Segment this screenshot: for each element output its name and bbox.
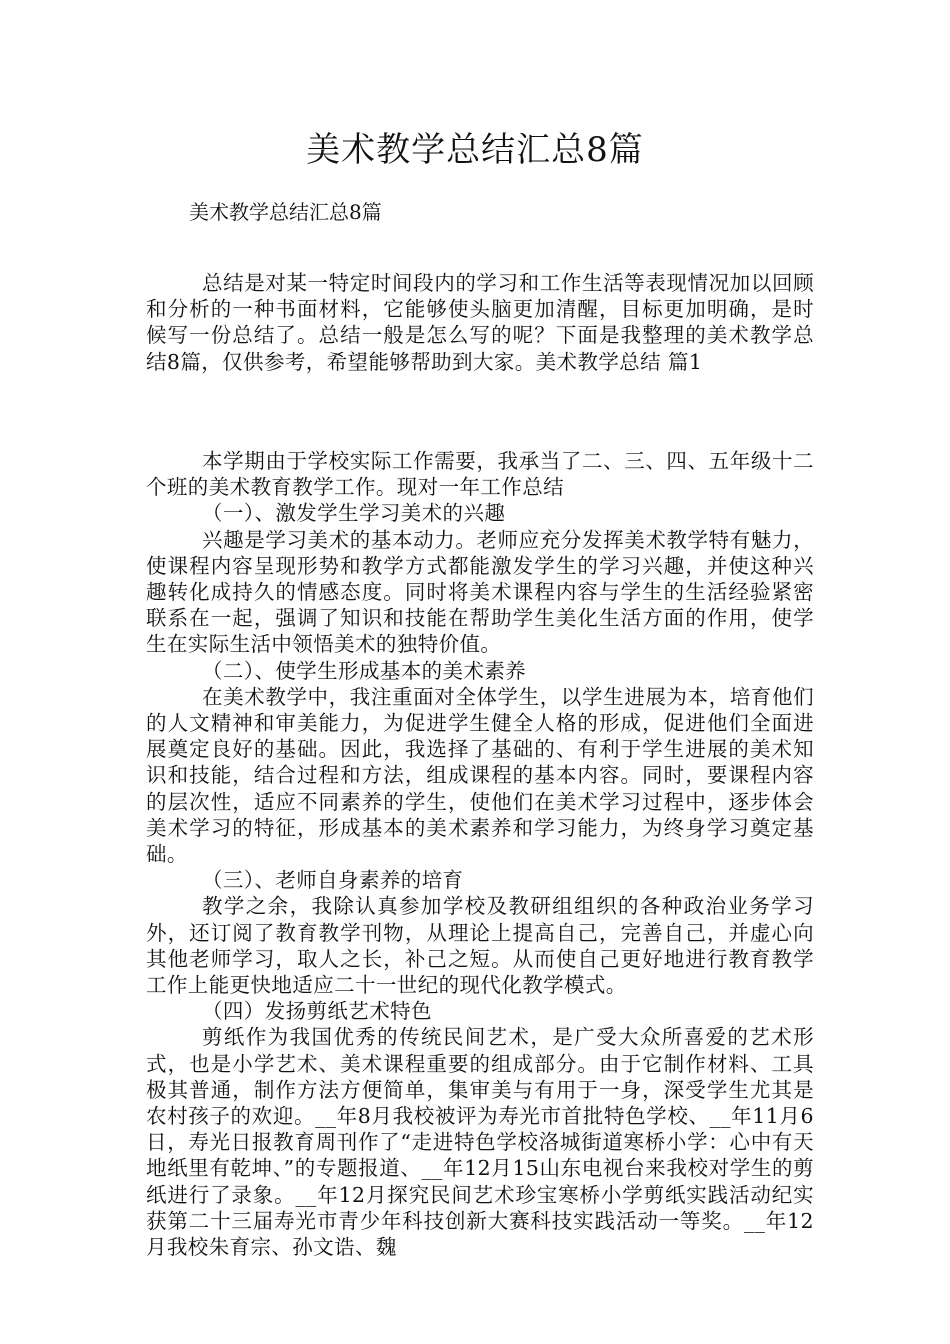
intro-paragraph: 总结是对某一特定时间段内的学习和工作生活等表现情况加以回顾和分析的一种书面材料，它能够使头脑更加清醒，目标更加明确，是时候写一份总结了。总结一般是怎么写的呢？下面是我整理的美术教学总结8篇，仅供参考，希望能够帮助到大家。美术教学总结 篇1 bbox=[146, 271, 814, 374]
section-paragraph-1: 兴趣是学习美术的基本动力。老师应充分发挥美术教学特有魅力，使课程内容呈现形势和教学方式都能激发学生的学习兴趣，并使这种兴趣转化成持久的情感态度。同时将美术课程内容与学生的生活经验紧密联系在一起，强调了知识和技能在帮助学生美化生活方面的作用，使学生在实际生活中领悟美术的独特价值。 bbox=[146, 527, 814, 657]
document-title: 美术教学总结汇总8篇 bbox=[306, 130, 644, 170]
content-section bbox=[146, 448, 814, 1260]
section-heading-2: （二）、使学生形成基本的美术素养 bbox=[202, 658, 527, 683]
section-heading-4: （四）发扬剪纸艺术特色 bbox=[202, 999, 432, 1024]
section-paragraph-4: 剪纸作为我国优秀的传统民间艺术，是广受大众所喜爱的艺术形式，也是小学艺术、美术课程重要的组成部分。由于它制作材料、工具极其普通，制作方法方便简单，集审美与有用于一身，深受学生尤其是农村孩子的欢迎。__年8月我校被评为寿光市首批特色学校、__年11月6日，寿光日报教育周刊作了“走进特色学校洛城街道寒桥小学：心中有天地纸里有乾坤、”的专题报道、__年12月15山东电视台来我校对学生的剪纸进行了录象。__年12月探究民间艺术珍宝寒桥小学剪纸实践活动纪实获第二十三届寿光市青少年科技创新大赛科技实践活动一等奖。__年12月我校朱育宗、孙文诰、魏 bbox=[146, 1025, 814, 1260]
intro-section bbox=[146, 270, 814, 375]
section-heading-3: （三）、老师自身素养的培育 bbox=[202, 868, 464, 893]
document-subtitle: 美术教学总结汇总8篇 bbox=[189, 200, 382, 224]
opening-paragraph: 本学期由于学校实际工作需要，我承当了二、三、四、五年级十二个班的美术教育教学工作。现对一年工作总结 bbox=[146, 449, 814, 500]
section-paragraph-2: 在美术教学中，我注重面对全体学生，以学生进展为本，培育他们的人文精神和审美能力，为促进学生健全人格的形成，促进他们全面进展奠定良好的基础。因此，我选择了基础的、有利于学生进展的美术知识和技能，结合过程和方法，组成课程的基本内容。同时，要课程内容的层次性，适应不同素养的学生，使他们在美术学习过程中，逐步体会美术学习的特征，形成基本的美术素养和学习能力，为终身学习奠定基础。 bbox=[146, 684, 814, 867]
section-paragraph-3: 教学之余，我除认真参加学校及教研组组织的各种政治业务学习外，还订阅了教育教学刊物，从理论上提高自己，完善自己，并虚心向其他老师学习，取人之长，补己之短。从而使自己更好地进行教育教学工作上能更快地适应二十一世纪的现代化教学模式。 bbox=[146, 894, 814, 998]
section-heading-1: （一）、激发学生学习美术的兴趣 bbox=[202, 501, 506, 526]
